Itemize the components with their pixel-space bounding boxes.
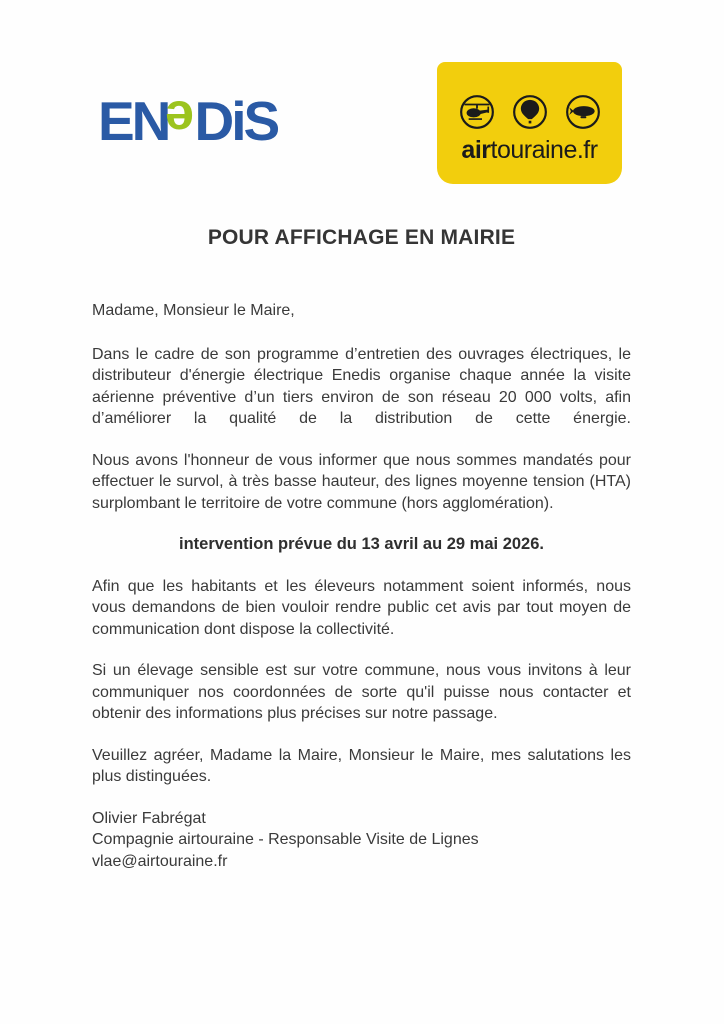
airtouraine-label-touraine: touraine.fr	[490, 135, 598, 164]
intervention-dates-notice: intervention prévue du 13 avril au 29 mai 2026.	[179, 535, 544, 553]
signature-name: Olivier Fabrégat	[92, 809, 206, 827]
document-title: POUR AFFICHAGE EN MAIRIE	[207, 226, 516, 249]
salutation: Madame, Monsieur le Maire,	[92, 302, 295, 319]
enedis-logo-text-right: DiS	[194, 90, 278, 152]
enedis-logo-green-e: e	[168, 89, 195, 148]
paragraph-information-publique: Afin que les habitants et les éleveurs notamment soient informés, nous vous demandons de bien vouloir rendre public cet avis par tout moyen de communication dont dispose la collectivité.	[92, 577, 631, 638]
enedis-logo-text-left: EN	[98, 90, 169, 152]
paragraph-survol: Nous avons l'honneur de vous informer que nous sommes mandatés pour effectuer le survol, à très basse hauteur, des lignes moyenne tension (HTA) surplombant le territoire de votre commune (hors agglomération).	[92, 451, 631, 512]
paragraph-program: Dans le cadre de son programme d’entretien des ouvrages électriques, le distributeur d'énergie électrique Enedis organise chaque année la visite aérienne préventive d’un tiers environ de son réseau 20 000 volts, afin d’améliorer la qualité de la distribution de cette énergie.	[92, 345, 631, 427]
signature-block	[92, 808, 631, 873]
airtouraine-label-air: air	[461, 135, 491, 164]
signature-email: vlae@airtouraine.fr	[92, 852, 228, 870]
paragraph-elevage: Si un élevage sensible est sur votre commune, nous vous invitons à leur communiquer nos coordonnées de sorte qu'il puisse nous contacter et obtenir des informations plus précises sur notre passage.	[92, 662, 631, 722]
paragraph-salutations: Veuillez agréer, Madame la Maire, Monsieur le Maire, mes salutations les plus distinguées.	[92, 746, 631, 785]
signature-role: Compagnie airtouraine - Responsable Visite de Lignes	[92, 831, 479, 848]
